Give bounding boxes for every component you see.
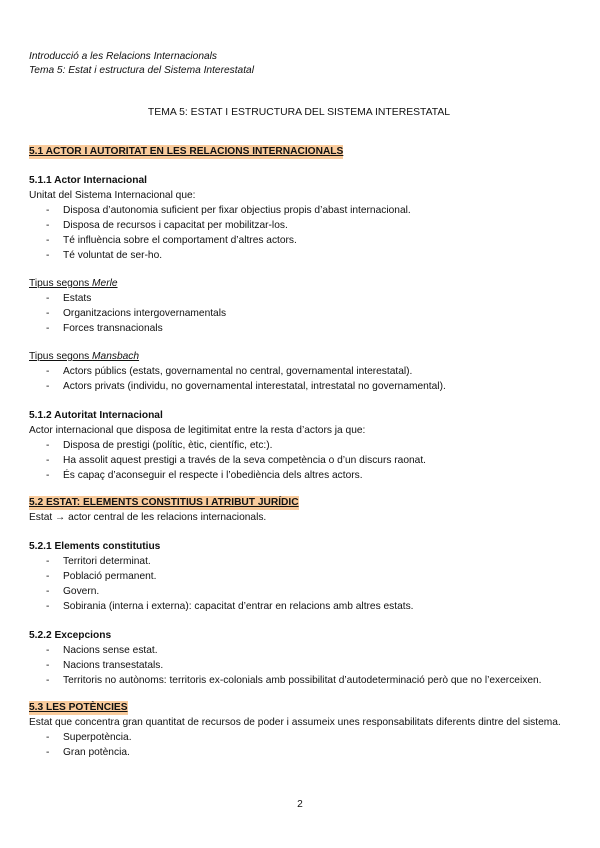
list-item: - Disposa de recursos i capacitat per mobilitzar-los. — [29, 218, 569, 233]
subsection-5-2-2-heading: 5.2.2 Excepcions — [29, 630, 112, 641]
merle-types-heading: Tipus segons Merle — [29, 278, 118, 289]
author-merle: Merle — [92, 278, 118, 289]
list-item: - Nacions sense estat. — [29, 643, 569, 658]
list-item: - Actors públics (estats, governamental no central, governamental interestatal). — [29, 364, 569, 379]
running-header — [29, 50, 569, 77]
topic-subtitle: Tema 5: Estat i estructura del Sistema Interestatal — [29, 64, 254, 76]
list-item: - Superpotència. — [29, 730, 569, 745]
course-title: Introducció a les Relacions Internacionals — [29, 51, 218, 62]
subsection-5-1-2-intro: Actor internacional que disposa de legitimitat entre la resta d’actors ja que: — [29, 425, 366, 436]
exceptions-list — [29, 643, 569, 688]
list-item: - Nacions transestatals. — [29, 658, 569, 673]
list-item: - Gran potència. — [29, 745, 569, 760]
list-item: - Territori determinat. — [29, 554, 569, 569]
section-5-2-heading: 5.2 ESTAT: ELEMENTS CONSTITIUS I ATRIBUT JURÍDIC — [29, 497, 299, 508]
authority-characteristics-list — [29, 438, 569, 483]
section-5-2-intro: Estat → actor central de les relacions internacionals. — [29, 512, 267, 523]
section-5-3-heading: 5.3 LES POTÈNCIES — [29, 702, 128, 713]
list-item: - Sobirania (interna i externa): capacitat d’entrar en relacions amb altres estats. — [29, 599, 569, 614]
list-item: - És capaç d’aconseguir el respecte i l’obediència dels altres actors. — [29, 468, 569, 483]
powers-list — [29, 730, 569, 760]
actor-characteristics-list — [29, 203, 569, 263]
document-page — [29, 50, 569, 760]
subsection-5-2-1-heading: 5.2.1 Elements constitutius — [29, 541, 161, 552]
list-item: - Disposa d’autonomia suficient per fixar objectius propis d’abast internacional. — [29, 203, 569, 218]
page-number: 2 — [297, 799, 303, 810]
author-mansbach: Mansbach — [92, 351, 140, 362]
mansbach-types-heading: Tipus segons Mansbach — [29, 351, 140, 362]
list-item: - Organitzacions intergovernamentals — [29, 306, 569, 321]
subsection-5-1-1-intro: Unitat del Sistema Internacional que: — [29, 190, 196, 201]
subsection-5-1-2-heading: 5.1.2 Autoritat Internacional — [29, 410, 163, 421]
list-item: - Govern. — [29, 584, 569, 599]
section-5-1-heading: 5.1 ACTOR I AUTORITAT EN LES RELACIONS INTERNACIONALS — [29, 146, 344, 157]
list-item: - Territoris no autònoms: territoris ex-colonials amb possibilitat d’autodeterminació però que no l’exerceixen. — [29, 673, 569, 688]
list-item: - Actors privats (individu, no governamental interestatal, intrestatal no governamental). — [29, 379, 569, 394]
list-item: - Té voluntat de ser-ho. — [29, 248, 569, 263]
mansbach-types-list — [29, 364, 569, 394]
constitutive-elements-list — [29, 554, 569, 614]
section-5-3-intro: Estat que concentra gran quantitat de recursos de poder i assumeix unes responsabilitats diferents dintre del sistema. — [29, 717, 561, 728]
merle-types-list — [29, 291, 569, 336]
list-item: - Ha assolit aquest prestigi a través de la seva competència o d’un discurs raonat. — [29, 453, 569, 468]
document-title: TEMA 5: ESTAT I ESTRUCTURA DEL SISTEMA INTERESTATAL — [147, 107, 451, 118]
list-item: - Té influència sobre el comportament d’altres actors. — [29, 233, 569, 248]
subsection-5-1-1-heading: 5.1.1 Actor Internacional — [29, 175, 147, 186]
list-item: - Forces transnacionals — [29, 321, 569, 336]
list-item: - Disposa de prestigi (polític, ètic, científic, etc:). — [29, 438, 569, 453]
list-item: - Població permanent. — [29, 569, 569, 584]
list-item: - Estats — [29, 291, 569, 306]
